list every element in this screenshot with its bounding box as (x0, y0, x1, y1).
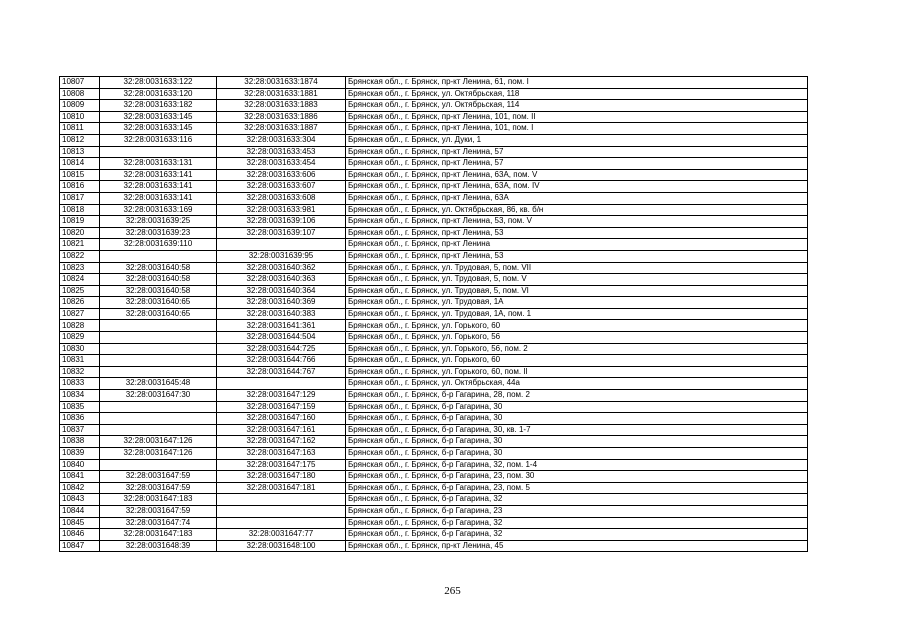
parcel-number-cell: 32:28:0031647:59 (100, 471, 217, 483)
address-cell: Брянская обл., г. Брянск, ул. Горького, 56 (346, 332, 808, 344)
table-row (60, 158, 808, 170)
table-row (60, 366, 808, 378)
row-number-cell: 10840 (60, 459, 100, 471)
row-number-cell: 10846 (60, 529, 100, 541)
row-number-cell: 10835 (60, 401, 100, 413)
parcel-number-cell: 32:28:0031639:23 (100, 227, 217, 239)
table-row (60, 401, 808, 413)
row-number-cell: 10811 (60, 123, 100, 135)
object-number-cell: 32:28:0031647:77 (217, 529, 346, 541)
row-number-cell: 10824 (60, 274, 100, 286)
address-cell: Брянская обл., г. Брянск, пр-кт Ленина, 57 (346, 158, 808, 170)
parcel-number-cell: 32:28:0031633:141 (100, 181, 217, 193)
row-number-cell: 10832 (60, 366, 100, 378)
table-row (60, 448, 808, 460)
parcel-number-cell: 32:28:0031645:48 (100, 378, 217, 390)
address-cell: Брянская обл., г. Брянск, б-р Гагарина, 23 (346, 505, 808, 517)
table-row (60, 390, 808, 402)
object-number-cell: 32:28:0031647:161 (217, 424, 346, 436)
address-cell: Брянская обл., г. Брянск, ул. Трудовая, 1А (346, 297, 808, 309)
table-row (60, 378, 808, 390)
object-number-cell: 32:28:0031647:159 (217, 401, 346, 413)
object-number-cell: 32:28:0031648:100 (217, 540, 346, 552)
object-number-cell: 32:28:0031640:362 (217, 262, 346, 274)
parcel-number-cell: 32:28:0031633:169 (100, 204, 217, 216)
object-number-cell: 32:28:0031647:175 (217, 459, 346, 471)
address-cell: Брянская обл., г. Брянск, б-р Гагарина, 23, пом. 5 (346, 482, 808, 494)
parcel-number-cell: 32:28:0031647:183 (100, 529, 217, 541)
object-number-cell: 32:28:0031633:981 (217, 204, 346, 216)
address-cell: Брянская обл., г. Брянск, ул. Октябрьская, 86, кв. б/н (346, 204, 808, 216)
table-row (60, 77, 808, 89)
row-number-cell: 10844 (60, 505, 100, 517)
parcel-number-cell: 32:28:0031647:74 (100, 517, 217, 529)
row-number-cell: 10814 (60, 158, 100, 170)
table-row (60, 123, 808, 135)
table-row (60, 424, 808, 436)
address-cell: Брянская обл., г. Брянск, б-р Гагарина, 32 (346, 517, 808, 529)
table-row (60, 482, 808, 494)
row-number-cell: 10831 (60, 355, 100, 367)
table-row (60, 413, 808, 425)
object-number-cell (217, 505, 346, 517)
page-number: 265 (444, 585, 461, 597)
address-cell: Брянская обл., г. Брянск, ул. Трудовая, 1А, пом. 1 (346, 308, 808, 320)
table-row (60, 146, 808, 158)
address-cell: Брянская обл., г. Брянск, ул. Октябрьская, 118 (346, 88, 808, 100)
object-number-cell: 32:28:0031647:160 (217, 413, 346, 425)
object-number-cell: 32:28:0031644:504 (217, 332, 346, 344)
address-cell: Брянская обл., г. Брянск, б-р Гагарина, 23, пом. 30 (346, 471, 808, 483)
object-number-cell: 32:28:0031640:383 (217, 308, 346, 320)
table-row (60, 111, 808, 123)
parcel-number-cell (100, 250, 217, 262)
parcel-number-cell (100, 332, 217, 344)
table-row (60, 100, 808, 112)
row-number-cell: 10841 (60, 471, 100, 483)
parcel-number-cell (100, 355, 217, 367)
row-number-cell: 10843 (60, 494, 100, 506)
parcel-number-cell: 32:28:0031633:131 (100, 158, 217, 170)
parcel-number-cell: 32:28:0031647:183 (100, 494, 217, 506)
row-number-cell: 10838 (60, 436, 100, 448)
address-cell: Брянская обл., г. Брянск, б-р Гагарина, 30 (346, 448, 808, 460)
table-row (60, 134, 808, 146)
address-cell: Брянская обл., г. Брянск, ул. Горького, 56, пом. 2 (346, 343, 808, 355)
parcel-number-cell: 32:28:0031640:65 (100, 297, 217, 309)
address-cell: Брянская обл., г. Брянск, б-р Гагарина, 30 (346, 401, 808, 413)
table-row (60, 343, 808, 355)
row-number-cell: 10847 (60, 540, 100, 552)
object-number-cell: 32:28:0031647:129 (217, 390, 346, 402)
object-number-cell: 32:28:0031633:453 (217, 146, 346, 158)
address-cell: Брянская обл., г. Брянск, ул. Октябрьская, 114 (346, 100, 808, 112)
row-number-cell: 10813 (60, 146, 100, 158)
address-cell: Брянская обл., г. Брянск, пр-кт Ленина, 101, пом. I (346, 123, 808, 135)
parcel-number-cell: 32:28:0031633:141 (100, 192, 217, 204)
row-number-cell: 10828 (60, 320, 100, 332)
address-cell: Брянская обл., г. Брянск, б-р Гагарина, 28, пом. 2 (346, 390, 808, 402)
row-number-cell: 10829 (60, 332, 100, 344)
object-number-cell: 32:28:0031647:181 (217, 482, 346, 494)
parcel-number-cell (100, 343, 217, 355)
row-number-cell: 10816 (60, 181, 100, 193)
table-row (60, 308, 808, 320)
address-cell: Брянская обл., г. Брянск, ул. Горького, 60, пом. II (346, 366, 808, 378)
address-cell: Брянская обл., г. Брянск, пр-кт Ленина, 101, пом. II (346, 111, 808, 123)
object-number-cell: 32:28:0031640:363 (217, 274, 346, 286)
row-number-cell: 10825 (60, 285, 100, 297)
parcel-number-cell: 32:28:0031647:126 (100, 436, 217, 448)
row-number-cell: 10822 (60, 250, 100, 262)
parcel-number-cell: 32:28:0031640:58 (100, 262, 217, 274)
row-number-cell: 10833 (60, 378, 100, 390)
address-cell: Брянская обл., г. Брянск, ул. Трудовая, 5, пом. VII (346, 262, 808, 274)
address-cell: Брянская обл., г. Брянск, ул. Трудовая, 5, пом. V (346, 274, 808, 286)
row-number-cell: 10830 (60, 343, 100, 355)
address-cell: Брянская обл., г. Брянск, ул. Октябрьская, 44а (346, 378, 808, 390)
parcel-number-cell: 32:28:0031633:141 (100, 169, 217, 181)
parcel-number-cell: 32:28:0031639:25 (100, 216, 217, 228)
object-number-cell: 32:28:0031644:766 (217, 355, 346, 367)
address-cell: Брянская обл., г. Брянск, б-р Гагарина, 30 (346, 436, 808, 448)
parcel-number-cell: 32:28:0031633:120 (100, 88, 217, 100)
parcel-number-cell: 32:28:0031640:58 (100, 274, 217, 286)
row-number-cell: 10821 (60, 239, 100, 251)
object-number-cell: 32:28:0031647:162 (217, 436, 346, 448)
row-number-cell: 10819 (60, 216, 100, 228)
registry-table (59, 76, 808, 552)
table-row (60, 436, 808, 448)
row-number-cell: 10826 (60, 297, 100, 309)
object-number-cell: 32:28:0031644:767 (217, 366, 346, 378)
parcel-number-cell (100, 459, 217, 471)
table-row (60, 250, 808, 262)
object-number-cell: 32:28:0031641:361 (217, 320, 346, 332)
table-row (60, 204, 808, 216)
table-row (60, 274, 808, 286)
table-row (60, 320, 808, 332)
object-number-cell: 32:28:0031639:95 (217, 250, 346, 262)
object-number-cell: 32:28:0031633:304 (217, 134, 346, 146)
object-number-cell: 32:28:0031633:454 (217, 158, 346, 170)
registry-table-body (60, 77, 808, 552)
object-number-cell: 32:28:0031639:107 (217, 227, 346, 239)
object-number-cell: 32:28:0031640:369 (217, 297, 346, 309)
parcel-number-cell (100, 413, 217, 425)
object-number-cell: 32:28:0031633:1881 (217, 88, 346, 100)
table-row (60, 505, 808, 517)
row-number-cell: 10817 (60, 192, 100, 204)
address-cell: Брянская обл., г. Брянск, ул. Дуки, 1 (346, 134, 808, 146)
row-number-cell: 10834 (60, 390, 100, 402)
table-row (60, 181, 808, 193)
address-cell: Брянская обл., г. Брянск, пр-кт Ленина, 53, пом. V (346, 216, 808, 228)
table-row (60, 540, 808, 552)
address-cell: Брянская обл., г. Брянск, б-р Гагарина, 30 (346, 413, 808, 425)
address-cell: Брянская обл., г. Брянск, пр-кт Ленина (346, 239, 808, 251)
parcel-number-cell: 32:28:0031647:59 (100, 482, 217, 494)
row-number-cell: 10820 (60, 227, 100, 239)
address-cell: Брянская обл., г. Брянск, пр-кт Ленина, 57 (346, 146, 808, 158)
table-row (60, 285, 808, 297)
table-row (60, 88, 808, 100)
row-number-cell: 10810 (60, 111, 100, 123)
address-cell: Брянская обл., г. Брянск, пр-кт Ленина, 61, пом. I (346, 77, 808, 89)
object-number-cell (217, 517, 346, 529)
parcel-number-cell: 32:28:0031647:59 (100, 505, 217, 517)
row-number-cell: 10818 (60, 204, 100, 216)
object-number-cell: 32:28:0031633:1883 (217, 100, 346, 112)
object-number-cell: 32:28:0031633:606 (217, 169, 346, 181)
parcel-number-cell: 32:28:0031633:145 (100, 123, 217, 135)
table-row (60, 494, 808, 506)
table-row (60, 517, 808, 529)
object-number-cell (217, 239, 346, 251)
row-number-cell: 10827 (60, 308, 100, 320)
address-cell: Брянская обл., г. Брянск, б-р Гагарина, 32 (346, 494, 808, 506)
parcel-number-cell: 32:28:0031633:116 (100, 134, 217, 146)
parcel-number-cell (100, 366, 217, 378)
table-row (60, 169, 808, 181)
address-cell: Брянская обл., г. Брянск, пр-кт Ленина, 53 (346, 227, 808, 239)
address-cell: Брянская обл., г. Брянск, б-р Гагарина, 32 (346, 529, 808, 541)
parcel-number-cell: 32:28:0031647:30 (100, 390, 217, 402)
object-number-cell: 32:28:0031639:106 (217, 216, 346, 228)
parcel-number-cell (100, 424, 217, 436)
table-row (60, 332, 808, 344)
table-row (60, 471, 808, 483)
row-number-cell: 10809 (60, 100, 100, 112)
parcel-number-cell (100, 320, 217, 332)
object-number-cell: 32:28:0031633:1887 (217, 123, 346, 135)
address-cell: Брянская обл., г. Брянск, б-р Гагарина, 32, пом. 1-4 (346, 459, 808, 471)
row-number-cell: 10842 (60, 482, 100, 494)
object-number-cell: 32:28:0031633:608 (217, 192, 346, 204)
parcel-number-cell: 32:28:0031648:39 (100, 540, 217, 552)
address-cell: Брянская обл., г. Брянск, ул. Горького, 60 (346, 355, 808, 367)
parcel-number-cell: 32:28:0031633:145 (100, 111, 217, 123)
address-cell: Брянская обл., г. Брянск, пр-кт Ленина, 63А, пом. V (346, 169, 808, 181)
table-row (60, 227, 808, 239)
object-number-cell: 32:28:0031644:725 (217, 343, 346, 355)
table-row (60, 459, 808, 471)
object-number-cell: 32:28:0031647:180 (217, 471, 346, 483)
parcel-number-cell: 32:28:0031647:126 (100, 448, 217, 460)
address-cell: Брянская обл., г. Брянск, б-р Гагарина, 30, кв. 1-7 (346, 424, 808, 436)
table-row (60, 297, 808, 309)
parcel-number-cell: 32:28:0031640:58 (100, 285, 217, 297)
parcel-number-cell: 32:28:0031639:110 (100, 239, 217, 251)
address-cell: Брянская обл., г. Брянск, пр-кт Ленина, 63А, пом. IV (346, 181, 808, 193)
object-number-cell: 32:28:0031647:163 (217, 448, 346, 460)
table-row (60, 262, 808, 274)
object-number-cell: 32:28:0031633:1886 (217, 111, 346, 123)
row-number-cell: 10808 (60, 88, 100, 100)
table-row (60, 239, 808, 251)
parcel-number-cell: 32:28:0031633:182 (100, 100, 217, 112)
row-number-cell: 10815 (60, 169, 100, 181)
object-number-cell: 32:28:0031640:364 (217, 285, 346, 297)
object-number-cell (217, 494, 346, 506)
row-number-cell: 10807 (60, 77, 100, 89)
row-number-cell: 10845 (60, 517, 100, 529)
table-row (60, 355, 808, 367)
row-number-cell: 10812 (60, 134, 100, 146)
parcel-number-cell: 32:28:0031640:65 (100, 308, 217, 320)
address-cell: Брянская обл., г. Брянск, пр-кт Ленина, 63А (346, 192, 808, 204)
row-number-cell: 10836 (60, 413, 100, 425)
row-number-cell: 10839 (60, 448, 100, 460)
row-number-cell: 10837 (60, 424, 100, 436)
object-number-cell: 32:28:0031633:1874 (217, 77, 346, 89)
address-cell: Брянская обл., г. Брянск, пр-кт Ленина, 45 (346, 540, 808, 552)
address-cell: Брянская обл., г. Брянск, ул. Горького, 60 (346, 320, 808, 332)
address-cell: Брянская обл., г. Брянск, ул. Трудовая, 5, пом. VI (346, 285, 808, 297)
table-row (60, 192, 808, 204)
object-number-cell (217, 378, 346, 390)
address-cell: Брянская обл., г. Брянск, пр-кт Ленина, 53 (346, 250, 808, 262)
row-number-cell: 10823 (60, 262, 100, 274)
parcel-number-cell: 32:28:0031633:122 (100, 77, 217, 89)
table-row (60, 216, 808, 228)
object-number-cell: 32:28:0031633:607 (217, 181, 346, 193)
table-row (60, 529, 808, 541)
parcel-number-cell (100, 146, 217, 158)
parcel-number-cell (100, 401, 217, 413)
